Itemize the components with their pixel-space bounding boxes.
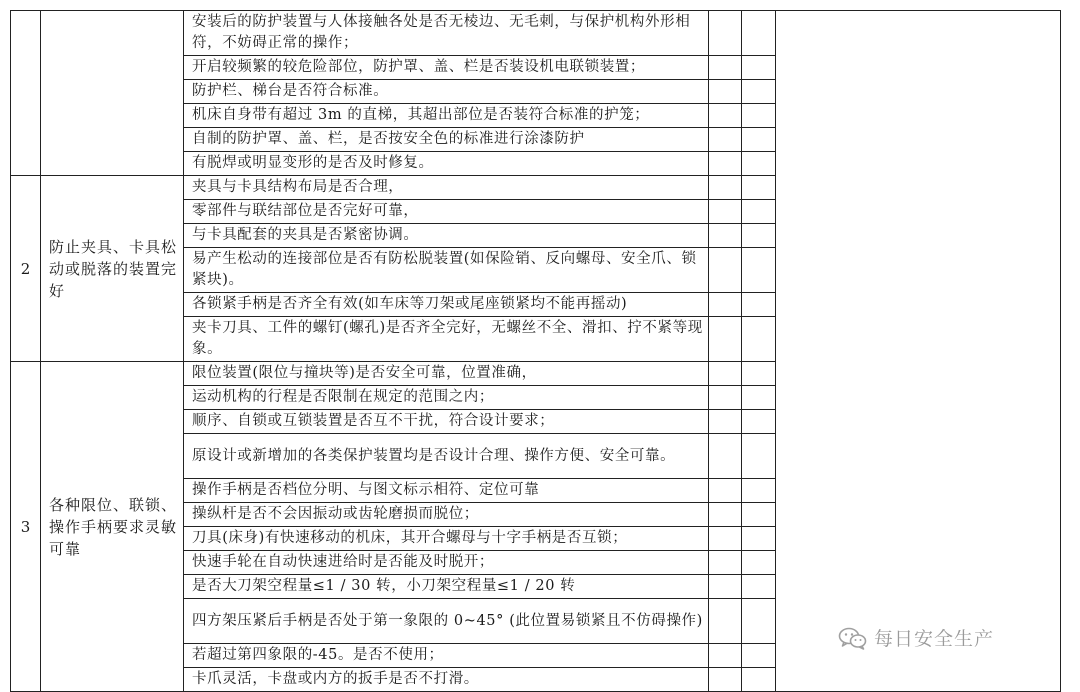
check-cell <box>709 434 742 479</box>
check-cell <box>742 434 776 479</box>
check-cell <box>742 599 776 644</box>
requirement-cell: 是否大刀架空程量≤1 / 30 转，小刀架空程量≤1 / 20 转 <box>184 575 709 599</box>
remarks-cell <box>776 11 1061 692</box>
check-cell <box>709 56 742 80</box>
section-number-cell <box>11 11 41 176</box>
wechat-icon <box>838 626 868 650</box>
section-number-cell: 3 <box>11 362 41 692</box>
requirement-cell: 顺序、自锁或互锁装置是否互不干扰，符合设计要求； <box>184 410 709 434</box>
section-item-cell <box>41 11 184 176</box>
requirement-cell: 快速手轮在自动快速进给时是否能及时脱开； <box>184 551 709 575</box>
section-item-cell: 防止夹具、卡具松动或脱落的装置完好 <box>41 176 184 362</box>
check-cell <box>742 224 776 248</box>
check-cell <box>742 11 776 56</box>
requirement-cell: 安装后的防护装置与人体接触各处是否无棱边、无毛刺，与保护机构外形相符，不妨碍正常的操作； <box>184 11 709 56</box>
check-cell <box>742 386 776 410</box>
requirement-cell: 四方架压紧后手柄是否处于第一象限的 0~45° (此位置易锁紧且不仿碍操作) <box>184 599 709 644</box>
check-cell <box>742 410 776 434</box>
check-cell <box>709 410 742 434</box>
requirement-cell: 原设计或新增加的各类保护装置均是否设计合理、操作方便、安全可靠。 <box>184 434 709 479</box>
check-cell <box>709 386 742 410</box>
requirement-cell: 机床自身带有超过 3m 的直梯，其超出部位是否装符合标准的护笼； <box>184 104 709 128</box>
requirement-cell: 开启较频繁的较危险部位，防护罩、盖、栏是否装设机电联锁装置； <box>184 56 709 80</box>
requirement-cell: 运动机构的行程是否限制在规定的范围之内； <box>184 386 709 410</box>
check-cell <box>709 128 742 152</box>
check-cell <box>742 248 776 293</box>
requirement-cell: 操纵杆是否不会因振动或齿轮磨损而脱位； <box>184 503 709 527</box>
check-cell <box>709 224 742 248</box>
check-cell <box>709 503 742 527</box>
check-cell <box>709 362 742 386</box>
requirement-cell: 易产生松动的连接部位是否有防松脱装置(如保险销、反向螺母、安全爪、锁紧块)。 <box>184 248 709 293</box>
check-cell <box>709 152 742 176</box>
requirement-cell: 夹具与卡具结构布局是否合理， <box>184 176 709 200</box>
check-cell <box>742 176 776 200</box>
requirement-cell: 防护栏、梯台是否符合标准。 <box>184 80 709 104</box>
check-cell <box>742 503 776 527</box>
requirement-cell: 零部件与联结部位是否完好可靠， <box>184 200 709 224</box>
check-cell <box>709 248 742 293</box>
check-cell <box>709 479 742 503</box>
check-cell <box>709 551 742 575</box>
check-cell <box>742 575 776 599</box>
section-item-cell: 各种限位、联锁、操作手柄要求灵敏可靠 <box>41 362 184 692</box>
check-cell <box>742 317 776 362</box>
watermark-text: 每日安全生产 <box>874 628 995 650</box>
requirement-cell: 刀具(床身)有快速移动的机床，其开合螺母与十字手柄是否互锁； <box>184 527 709 551</box>
check-cell <box>709 80 742 104</box>
check-cell <box>709 11 742 56</box>
check-cell <box>742 56 776 80</box>
requirement-cell: 卡爪灵活，卡盘或内方的扳手是否不打滑。 <box>184 668 709 692</box>
requirement-cell: 与卡具配套的夹具是否紧密协调。 <box>184 224 709 248</box>
inspection-table <box>10 10 1061 692</box>
requirement-cell: 限位装置(限位与撞块等)是否安全可靠，位置准确， <box>184 362 709 386</box>
check-cell <box>709 293 742 317</box>
check-cell <box>709 599 742 644</box>
check-cell <box>742 644 776 668</box>
requirement-cell: 操作手柄是否档位分明、与图文标示相符、定位可靠 <box>184 479 709 503</box>
requirement-cell: 自制的防护罩、盖、栏，是否按安全色的标准进行涂漆防护 <box>184 128 709 152</box>
check-cell <box>742 362 776 386</box>
check-cell <box>742 80 776 104</box>
check-cell <box>742 128 776 152</box>
section-number-cell: 2 <box>11 176 41 362</box>
requirement-cell: 夹卡刀具、工件的螺钉(螺孔)是否齐全完好，无螺丝不全、滑扣、拧不紧等现象。 <box>184 317 709 362</box>
check-cell <box>742 551 776 575</box>
check-cell <box>709 200 742 224</box>
requirement-cell: 若超过第四象限的-45。是否不使用； <box>184 644 709 668</box>
check-cell <box>742 479 776 503</box>
check-cell <box>742 527 776 551</box>
check-cell <box>709 527 742 551</box>
check-cell <box>709 575 742 599</box>
check-cell <box>742 200 776 224</box>
watermark <box>838 624 994 651</box>
requirement-cell: 各锁紧手柄是否齐全有效(如车床等刀架或尾座锁紧均不能再摇动) <box>184 293 709 317</box>
check-cell <box>709 104 742 128</box>
table-row <box>11 11 1061 56</box>
check-cell <box>742 152 776 176</box>
check-cell <box>709 176 742 200</box>
check-cell <box>742 104 776 128</box>
check-cell <box>709 317 742 362</box>
check-cell <box>742 293 776 317</box>
requirement-cell: 有脱焊或明显变形的是否及时修复。 <box>184 152 709 176</box>
check-cell <box>709 644 742 668</box>
